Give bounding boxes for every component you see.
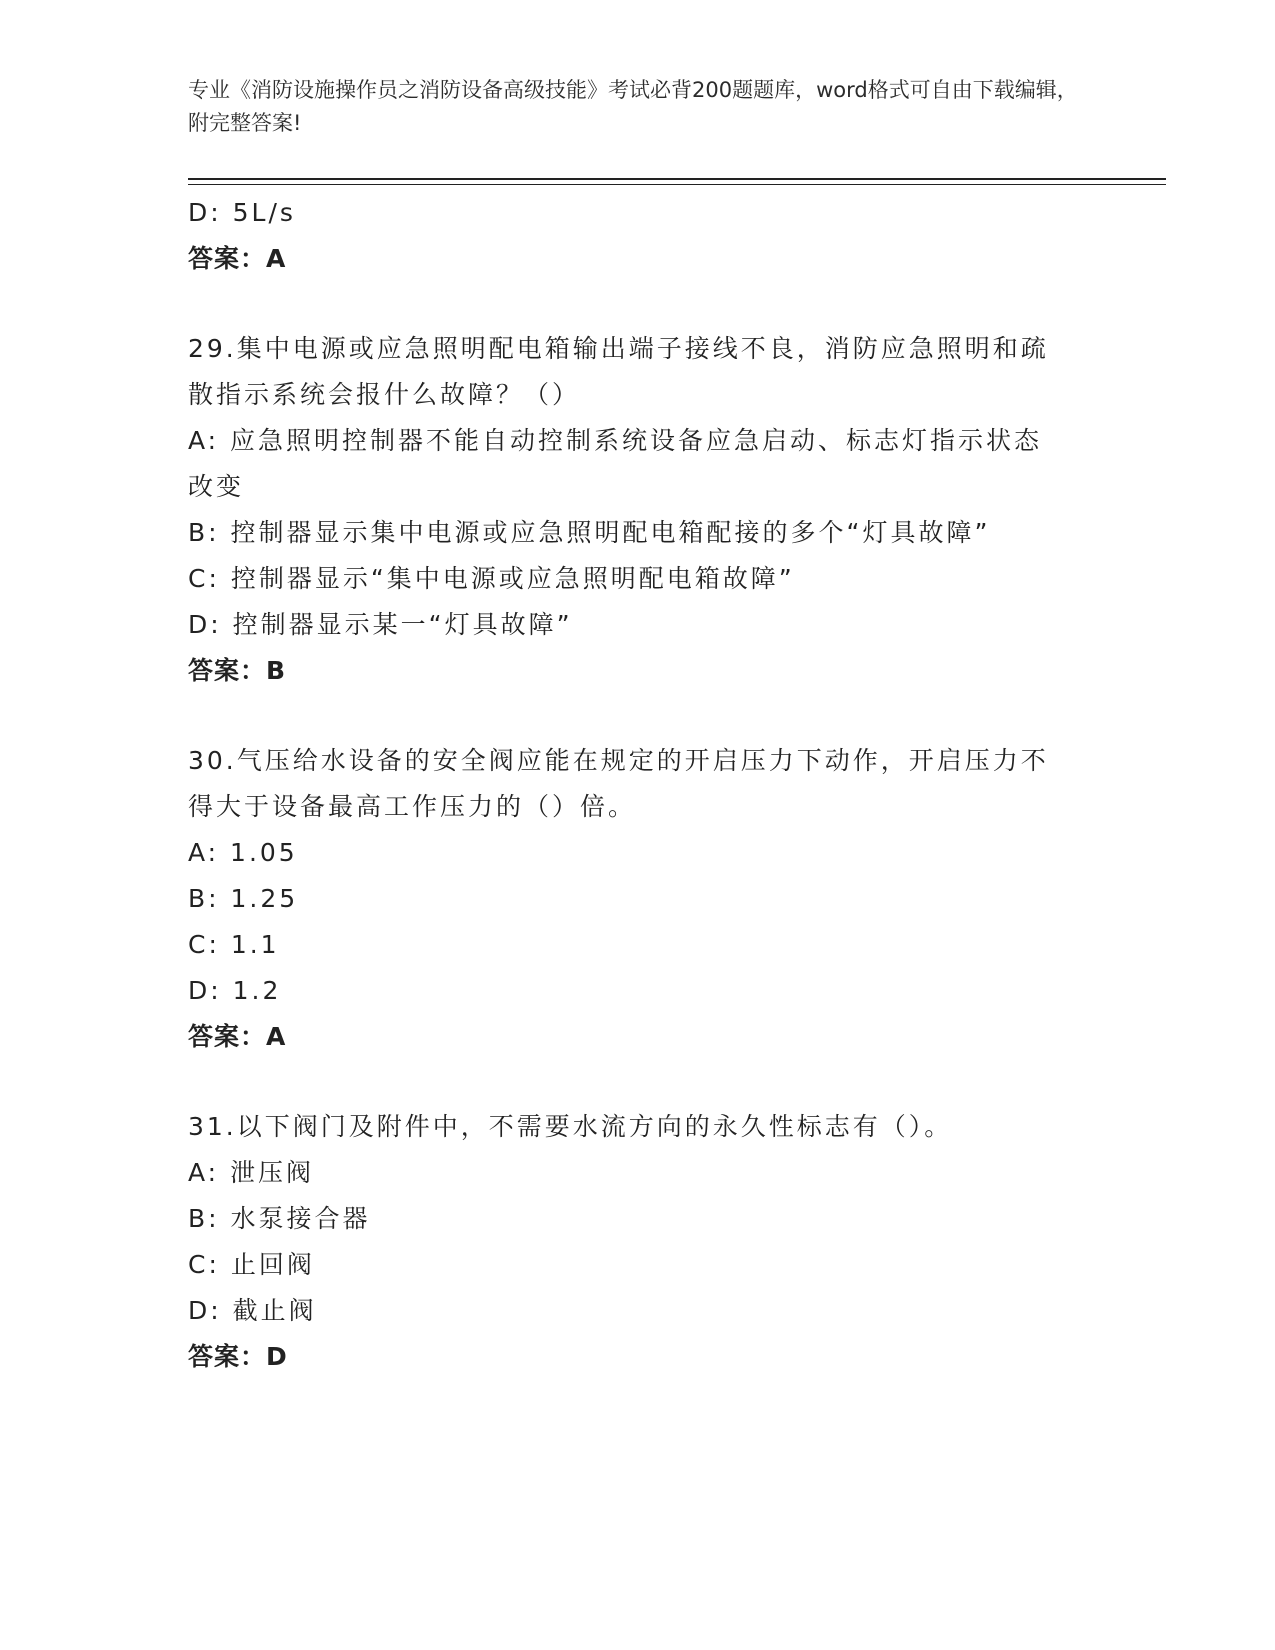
q30-option-b: B: 1.25 <box>188 884 299 913</box>
q30-stem-line2: 得大于设备最高工作压力的（）倍。 <box>188 792 637 821</box>
header-divider-thin <box>188 184 1166 185</box>
q31-stem-line1: 31.以下阀门及附件中，不需要水流方向的永久性标志有（）。 <box>188 1112 953 1141</box>
q29-option-d: D: 控制器显示某一“灯具故障” <box>188 610 573 639</box>
question-31 <box>188 1104 1088 1380</box>
q29-option-c: C: 控制器显示“集中电源或应急照明配电箱故障” <box>188 564 795 593</box>
q30-option-c: C: 1.1 <box>188 930 280 959</box>
q31-option-a: A: 泄压阀 <box>188 1158 315 1187</box>
q31-option-c: C: 止回阀 <box>188 1250 315 1279</box>
header-divider <box>188 178 1166 180</box>
q30-answer: 答案：A <box>188 1022 287 1051</box>
q28-option-d: D: 5L/s <box>188 198 296 227</box>
q29-stem-line2: 散指示系统会报什么故障？（） <box>188 380 581 409</box>
q30-option-d: D: 1.2 <box>188 976 282 1005</box>
q31-option-d: D: 截止阀 <box>188 1296 317 1325</box>
q29-stem-line1: 29.集中电源或应急照明配电箱输出端子接线不良，消防应急照明和疏 <box>188 334 1049 363</box>
q29-option-a-line1: A: 应急照明控制器不能自动控制系统设备应急启动、标志灯指示状态 <box>188 426 1043 455</box>
q28-answer: 答案：A <box>188 244 287 273</box>
q29-option-b: B: 控制器显示集中电源或应急照明配电箱配接的多个“灯具故障” <box>188 518 991 547</box>
q31-option-b: B: 水泵接合器 <box>188 1204 371 1233</box>
page-header: 专业《消防设施操作员之消防设备高级技能》考试必背200题题库，word格式可自由下载编辑，附完整答案! <box>188 78 1078 135</box>
q29-answer: 答案：B <box>188 656 287 685</box>
question-30 <box>188 738 1088 1060</box>
question-29 <box>188 326 1088 694</box>
q30-stem-line1: 30.气压给水设备的安全阀应能在规定的开启压力下动作，开启压力不 <box>188 746 1049 775</box>
question-content <box>188 190 1088 1380</box>
q30-option-a: A: 1.05 <box>188 838 298 867</box>
q31-answer: 答案：D <box>188 1342 288 1371</box>
q29-option-a-line2: 改变 <box>188 472 245 501</box>
